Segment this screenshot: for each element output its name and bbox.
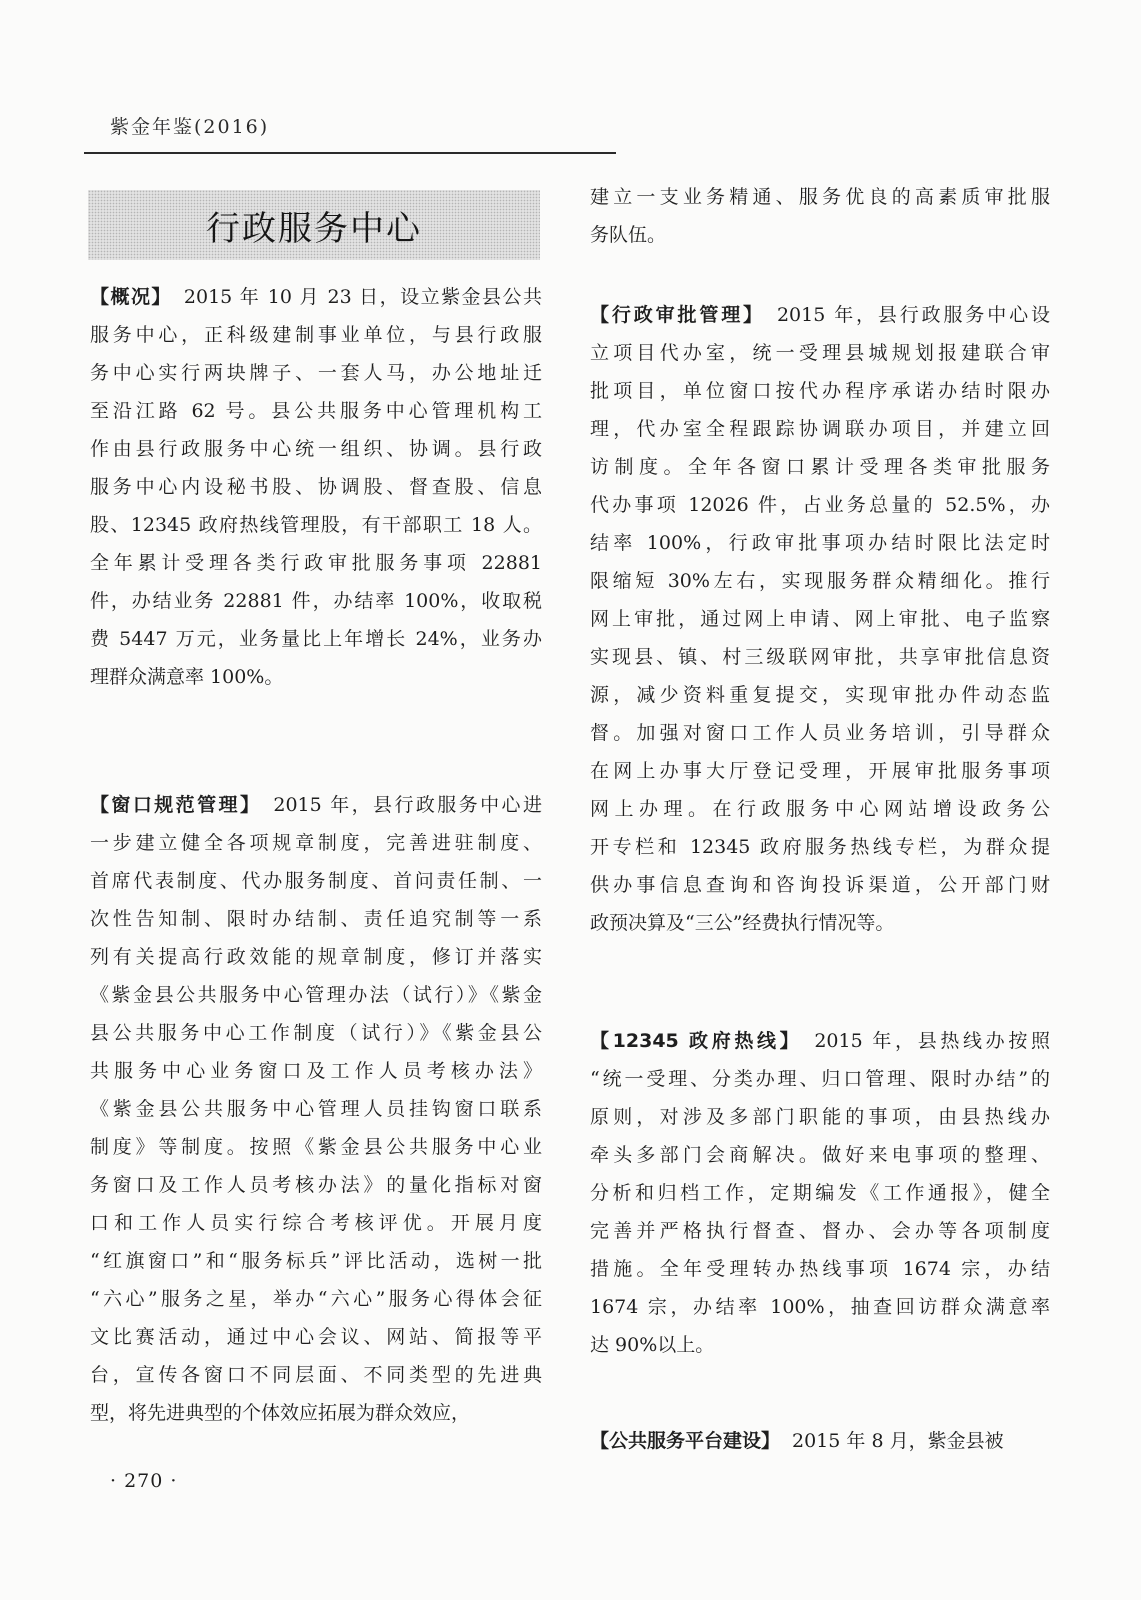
line-text: 访制度。全年各窗口累计受理各类审批服务 xyxy=(590,456,1050,478)
line-text: 次性告知制、限时办结制、责任追究制等一系 xyxy=(90,908,542,930)
text-line xyxy=(90,1166,542,1204)
line-text: 费 5447 万元，业务量比上年增长 24%，业务办 xyxy=(90,628,542,650)
text-line xyxy=(90,1128,542,1166)
text-line xyxy=(590,1098,1050,1136)
text-line xyxy=(590,1288,1050,1326)
line-text: 网上审批，通过网上申请、网上审批、电子监察 xyxy=(590,608,1050,630)
line-text: 政预决算及“三公”经费执行情况等。 xyxy=(590,912,895,934)
line-text: 限缩短 30%左右，实现服务群众精细化。推行 xyxy=(590,570,1050,592)
text-line xyxy=(590,638,1050,676)
line-text: 共服务中心业务窗口及工作人员考核办法》 xyxy=(90,1060,542,1082)
text-line xyxy=(590,448,1050,486)
text-line xyxy=(590,486,1050,524)
text-line xyxy=(90,354,542,392)
line-text: 型，将先进典型的个体效应拓展为群众效应， xyxy=(90,1402,471,1424)
text-line xyxy=(90,786,542,824)
line-text: 理，代办室全程跟踪协调联办项目，并建立回 xyxy=(590,418,1050,440)
text-line xyxy=(90,620,542,658)
line-text: 列有关提高行政效能的规章制度，修订并落实 xyxy=(90,946,542,968)
text-line xyxy=(590,714,1050,752)
text-line xyxy=(590,334,1050,372)
text-line xyxy=(90,1280,542,1318)
line-text: 牵头多部门会商解决。做好来电事项的整理、 xyxy=(590,1144,1050,1166)
paragraph-heading: 【公共服务平台建设】 xyxy=(590,1430,781,1452)
text-line xyxy=(90,582,542,620)
text-line xyxy=(590,296,1050,334)
paragraph xyxy=(90,786,542,1432)
text-line xyxy=(90,1318,542,1356)
line-text: 实现县、镇、村三级联网审批，共享审批信息资 xyxy=(590,646,1050,668)
line-text: 1674 宗，办结率 100%，抽查回访群众满意率 xyxy=(590,1296,1050,1318)
line-text: 在网上办事大厅登记受理，开展审批服务事项 xyxy=(590,760,1050,782)
line-text: 务窗口及工作人员考核办法》的量化指标对窗 xyxy=(90,1174,542,1196)
text-line xyxy=(90,862,542,900)
line-text: 全年累计受理各类行政审批服务事项 22881 xyxy=(90,552,542,574)
text-line xyxy=(590,1212,1050,1250)
paragraph xyxy=(590,178,1050,254)
text-line xyxy=(90,1090,542,1128)
paragraph-heading: 【行政审批管理】 xyxy=(590,304,765,326)
text-line xyxy=(90,278,542,316)
text-line xyxy=(590,410,1050,448)
line-text: 2015 年，县热线办按照 xyxy=(814,1030,1050,1052)
line-text: 结率 100%，行政审批事项办结时限比法定时 xyxy=(590,532,1050,554)
text-line xyxy=(590,1022,1050,1060)
line-text: 台，宣传各窗口不同层面、不同类型的先进典 xyxy=(90,1364,542,1386)
text-line xyxy=(90,468,542,506)
line-text: 首席代表制度、代办服务制度、首问责任制、一 xyxy=(90,870,542,892)
text-line xyxy=(590,1174,1050,1212)
line-text: 作由县行政服务中心统一组织、协调。县行政 xyxy=(90,438,542,460)
line-text: 源，减少资料重复提交，实现审批办件动态监 xyxy=(590,684,1050,706)
text-line xyxy=(90,1052,542,1090)
line-text: 立项目代办室，统一受理县城规划报建联合审 xyxy=(590,342,1050,364)
line-text: 完善并严格执行督查、督办、会办等各项制度 xyxy=(590,1220,1050,1242)
text-line xyxy=(90,1204,542,1242)
text-line xyxy=(90,658,542,696)
line-text: 服务中心，正科级建制事业单位，与县行政服 xyxy=(90,324,542,346)
line-text: “红旗窗口”和“服务标兵”评比活动，选树一批 xyxy=(90,1250,542,1272)
paragraph xyxy=(90,278,542,696)
text-line xyxy=(90,1014,542,1052)
section-title-box xyxy=(88,190,540,260)
line-text: 供办事信息查询和咨询投诉渠道，公开部门财 xyxy=(590,874,1050,896)
text-line xyxy=(590,372,1050,410)
text-line xyxy=(590,866,1050,904)
paragraph-heading: 【窗口规范管理】 xyxy=(90,794,262,816)
header-rule xyxy=(84,152,616,154)
text-line xyxy=(90,976,542,1014)
line-text: 理群众满意率 100%。 xyxy=(90,666,284,688)
text-line xyxy=(590,1060,1050,1098)
text-line xyxy=(590,904,1050,942)
text-line xyxy=(590,1250,1050,1288)
line-text: 件，办结业务 22881 件，办结率 100%，收取税 xyxy=(90,590,542,612)
line-text: 网上办理。在行政服务中心网站增设政务公 xyxy=(590,798,1050,820)
line-text: 2015 年，县行政服务中心进 xyxy=(273,794,542,816)
text-line xyxy=(90,506,542,544)
text-line xyxy=(590,600,1050,638)
text-line xyxy=(90,430,542,468)
line-text: 2015 年，县行政服务中心设 xyxy=(776,304,1050,326)
paragraph-heading: 【概况】 xyxy=(90,286,172,308)
line-text: 督。加强对窗口工作人员业务培训，引导群众 xyxy=(590,722,1050,744)
line-text: 达 90%以上。 xyxy=(590,1334,715,1356)
paragraph xyxy=(590,1022,1050,1364)
text-line xyxy=(90,1394,542,1432)
text-line xyxy=(90,938,542,976)
text-line xyxy=(90,1356,542,1394)
line-text: 分析和归档工作，定期编发《工作通报》，健全 xyxy=(590,1182,1050,1204)
page-number: · 270 · xyxy=(110,1470,178,1492)
line-text: 股、12345 政府热线管理股，有干部职工 18 人。 xyxy=(90,514,542,536)
line-text: 2015 年 10 月 23 日，设立紫金县公共 xyxy=(183,286,542,308)
line-text: 原则，对涉及多部门职能的事项，由县热线办 xyxy=(590,1106,1050,1128)
line-text: 措施。全年受理转办热线事项 1674 宗，办结 xyxy=(590,1258,1050,1280)
text-line xyxy=(590,562,1050,600)
text-line xyxy=(590,1422,1050,1460)
paragraph xyxy=(590,296,1050,942)
text-line xyxy=(90,316,542,354)
text-line xyxy=(590,828,1050,866)
text-line xyxy=(90,1242,542,1280)
text-line xyxy=(90,544,542,582)
line-text: 文比赛活动，通过中心会议、网站、简报等平 xyxy=(90,1326,542,1348)
text-line xyxy=(590,752,1050,790)
section-title: 行政服务中心 xyxy=(206,208,422,249)
text-line xyxy=(590,1326,1050,1364)
text-line xyxy=(590,178,1050,216)
line-text: 至沿江路 62 号。县公共服务中心管理机构工 xyxy=(90,400,542,422)
line-text: 批项目，单位窗口按代办程序承诺办结时限办 xyxy=(590,380,1050,402)
line-text: 务队伍。 xyxy=(590,224,667,246)
line-text: “六心”服务之星，举办“六心”服务心得体会征 xyxy=(90,1288,542,1310)
text-line xyxy=(590,790,1050,828)
paragraph xyxy=(590,1422,1050,1460)
line-text: 务中心实行两块牌子、一套人马，办公地址迁 xyxy=(90,362,542,384)
running-head: 紫金年鉴(2016) xyxy=(110,116,270,138)
line-text: 2015 年 8 月，紫金县被 xyxy=(792,1430,1004,1452)
line-text: 开专栏和 12345 政府服务热线专栏，为群众提 xyxy=(590,836,1050,858)
line-text: 制度》等制度。按照《紫金县公共服务中心业 xyxy=(90,1136,542,1158)
text-line xyxy=(590,216,1050,254)
line-text: “统一受理、分类办理、归口管理、限时办结”的 xyxy=(590,1068,1050,1090)
line-text: 县公共服务中心工作制度（试行）》《紫金县公 xyxy=(90,1022,542,1044)
text-line xyxy=(90,392,542,430)
line-text: 一步建立健全各项规章制度，完善进驻制度、 xyxy=(90,832,542,854)
line-text: 建立一支业务精通、服务优良的高素质审批服 xyxy=(590,186,1050,208)
line-text: 服务中心内设秘书股、协调股、督查股、信息 xyxy=(90,476,542,498)
line-text: 代办事项 12026 件，占业务总量的 52.5%，办 xyxy=(590,494,1050,516)
line-text: 《紫金县公共服务中心管理人员挂钩窗口联系 xyxy=(90,1098,542,1120)
text-line xyxy=(590,1136,1050,1174)
text-line xyxy=(590,676,1050,714)
text-line xyxy=(590,524,1050,562)
text-line xyxy=(90,900,542,938)
line-text: 口和工作人员实行综合考核评优。开展月度 xyxy=(90,1212,542,1234)
text-line xyxy=(90,824,542,862)
paragraph-heading: 【12345 政府热线】 xyxy=(590,1030,803,1052)
line-text: 《紫金县公共服务中心管理办法（试行）》《紫金 xyxy=(90,984,542,1006)
